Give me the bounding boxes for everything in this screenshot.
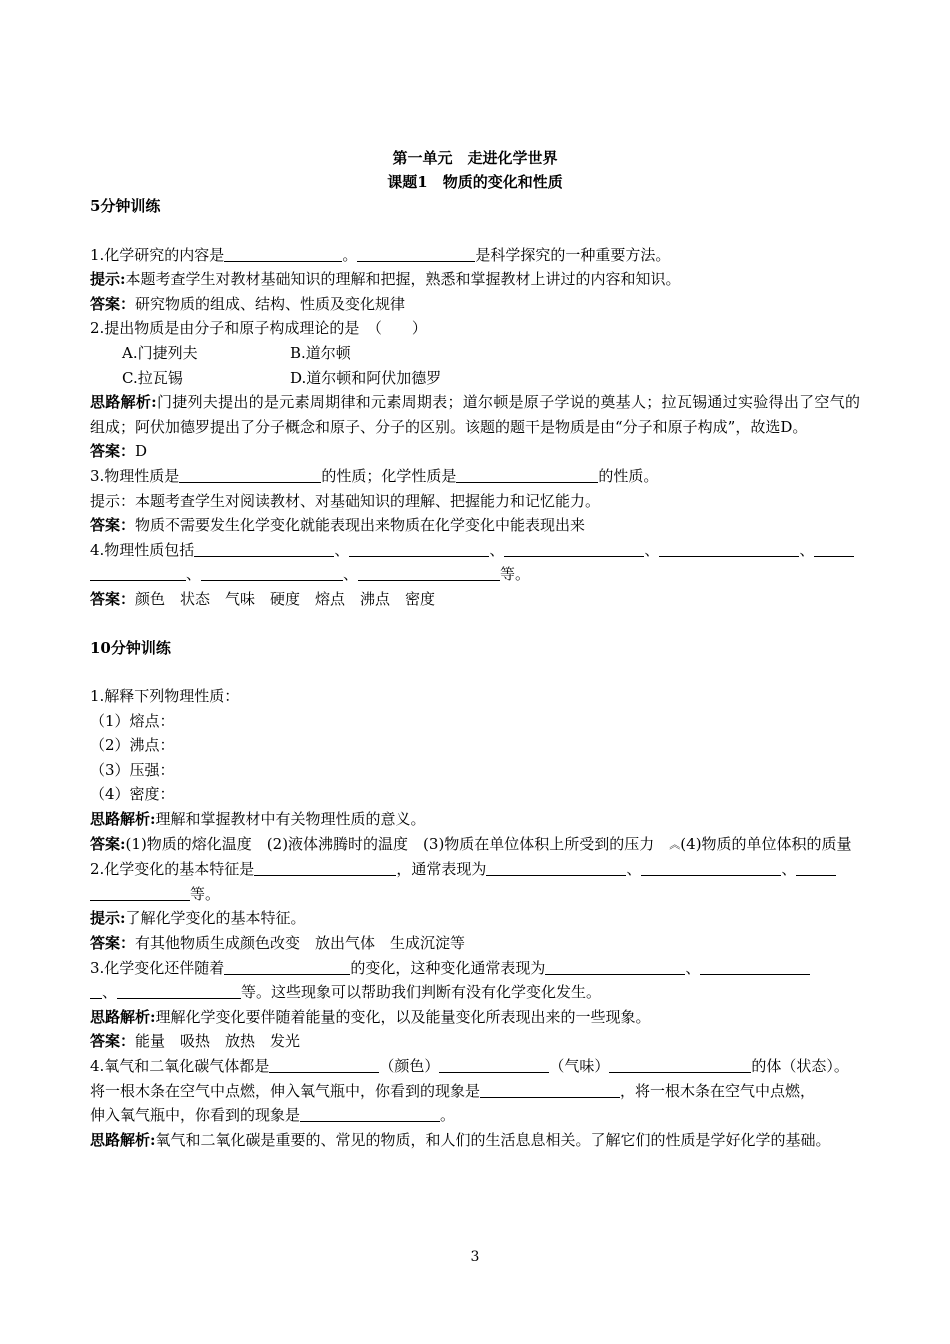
blank	[814, 541, 854, 557]
blank	[117, 983, 241, 999]
blank	[659, 541, 799, 557]
s1-q2-options-row-1	[90, 341, 860, 366]
document-page	[90, 146, 860, 1152]
s2-question-4: 4.氧气和二氧化碳气体都是 （颜色） （气味） 的体（状态）。	[90, 1057, 849, 1075]
lesson-title: 课题1 物质的变化和性质	[387, 173, 563, 191]
section-title-5min: 5分钟训练	[90, 197, 161, 215]
s2-q3-analysis: 思路解析:理解化学变化要伴随着能量的变化，以及能量变化所表现出来的一些现象。	[90, 1007, 651, 1026]
blank	[349, 541, 489, 557]
s2-question-4-cont-2: 伸入氧气瓶中，你看到的现象是 。	[90, 1106, 456, 1125]
s1-q2-answer: 答案：D	[90, 442, 148, 461]
s1-question-1: 1.化学研究的内容是 。 是科学探究的一种重要方法。	[90, 245, 671, 264]
s2-q1-answer: 答案:(1)物质的熔化温度 (2)液体沸腾时的温度 (3)物质在单位体积上所受到的压力 ︽(4)物质的单位体积的质量	[90, 832, 860, 858]
option-a: A.门捷列夫	[122, 343, 198, 362]
blank	[90, 565, 186, 581]
blank	[179, 467, 321, 483]
blank	[486, 860, 626, 876]
s2-q2-answer: 答案：有其他物质生成颜色改变 放出气体 生成沉淀等	[90, 934, 466, 953]
s2-q1-item-1: （1）熔点：	[90, 711, 175, 730]
s2-question-3-cont: 、 等。这些现象可以帮助我们判断有没有化学变化发生。	[90, 980, 860, 1005]
double-chevron-up-icon: ︽	[669, 837, 681, 851]
section-title-10min: 10分钟训练	[90, 638, 171, 657]
blank	[90, 885, 190, 901]
s1-question-2: 2.提出物质是由分子和原子构成理论的是 （ ）	[90, 319, 427, 338]
s2-q1-item-4: （4）密度：	[90, 785, 175, 804]
blank	[545, 959, 685, 975]
blank	[90, 983, 102, 999]
blank	[300, 1106, 440, 1122]
s1-question-4: 4.物理性质包括 、 、 、 、	[90, 538, 860, 563]
blank	[254, 860, 396, 876]
blank	[224, 246, 342, 262]
blank	[357, 246, 475, 262]
s2-q1-item-2: （2）沸点：	[90, 736, 175, 755]
s1-q3-hint: 提示：本题考查学生对阅读教材、对基础知识的理解、把握能力和记忆能力。	[90, 491, 601, 510]
unit-title: 第一单元 走进化学世界	[392, 149, 558, 167]
blank	[700, 959, 810, 975]
blank	[480, 1082, 620, 1098]
s2-q3-answer: 答案：能量 吸热 放热 发光	[90, 1032, 301, 1051]
blank	[358, 565, 500, 581]
s1-q1-hint: 提示:本题考查学生对教材基础知识的理解和把握，熟悉和掌握教材上讲过的内容和知识。	[90, 270, 681, 289]
s2-q1-item-3: （3）压强：	[90, 760, 175, 779]
blank	[796, 860, 836, 876]
s1-q2-analysis: 思路解析:门捷列夫提出的是元素周期律和元素周期表；道尔顿是原子学说的奠基人；拉瓦锡通过实验得出了空气的组成；阿伏加德罗提出了分子概念和原子、分子的区别。该题的题干是物质是由“分子和原子构成”，故选D。	[90, 393, 860, 436]
option-b: B.道尔顿	[290, 343, 351, 362]
s2-question-3: 3.化学变化还伴随着 的变化，这种变化通常表现为 、	[90, 956, 860, 981]
blank	[194, 541, 334, 557]
s1-q2-options-row-2	[90, 366, 860, 391]
s2-question-2: 2.化学变化的基本特征是 ，通常表现为 、 、	[90, 857, 860, 882]
s2-q2-hint: 提示:了解化学变化的基本特征。	[90, 909, 306, 928]
blank	[201, 565, 343, 581]
s1-question-4-cont: 、 、 等。	[90, 562, 860, 587]
blank	[504, 541, 644, 557]
blank	[456, 467, 598, 483]
s1-q3-answer: 答案：物质不需要发生化学变化就能表现出来物质在化学变化中能表现出来	[90, 516, 586, 535]
page-number: 3	[470, 1249, 480, 1265]
s1-q1-answer: 答案：研究物质的组成、结构、性质及变化规律	[90, 294, 406, 313]
s1-q4-answer: 答案：颜色 状态 气味 硬度 熔点 沸点 密度	[90, 589, 436, 608]
s2-q4-analysis: 思路解析:氧气和二氧化碳是重要的、常见的物质，和人们的生活息息相关。了解它们的性质是学好化学的基础。	[90, 1130, 831, 1149]
option-d: D.道尔顿和阿伏加德罗	[290, 368, 442, 387]
s1-question-3: 3.物理性质是 的性质；化学性质是 的性质。	[90, 466, 659, 485]
blank	[641, 860, 781, 876]
s2-question-4-cont-1: 将一根木条在空气中点燃，伸入氧气瓶中，你看到的现象是 ，将一根木条在空气中点燃，	[90, 1081, 816, 1100]
blank	[269, 1057, 379, 1073]
s2-question-1: 1.解释下列物理性质：	[90, 687, 240, 706]
blank	[224, 959, 350, 975]
blank	[609, 1057, 751, 1073]
s2-question-2-cont: 等。	[90, 882, 860, 907]
option-c: C.拉瓦锡	[122, 368, 183, 387]
blank	[439, 1057, 549, 1073]
s2-q1-analysis: 思路解析:理解和掌握教材中有关物理性质的意义。	[90, 810, 426, 829]
